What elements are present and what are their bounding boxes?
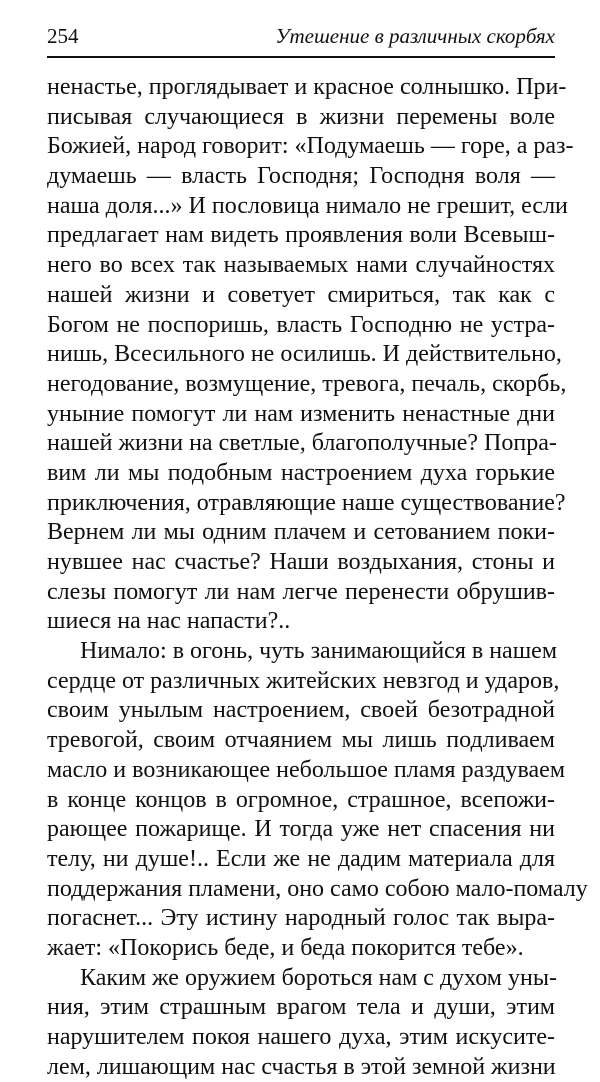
text-line: лем, лишающим нас счастья в этой земной жизни — [47, 1053, 556, 1080]
text-line: в конце концов в огромное, страшное, всепожи- — [47, 786, 555, 813]
text-line: шиеся на нас напасти?.. — [47, 608, 291, 635]
text-line: нарушителем покоя нашего духа, этим искусите- — [47, 1024, 555, 1050]
text-line: слезы помогут ли нам легче перенести обрушив- — [47, 578, 555, 605]
text-line: тревогой, своим отчаянием мы лишь подливаем — [47, 727, 555, 754]
text-line: масло и возникающее небольшое пламя раздуваем — [47, 756, 566, 783]
text-line: жает: «Покорись беде, и беда покорится тебе». — [47, 934, 524, 961]
text-line: телу, ни душе!.. Если же не дадим материала для — [47, 845, 555, 872]
text-line: негодование, возмущение, тревога, печаль, скорбь, — [47, 370, 567, 397]
text-line: поддержания пламени, оно само собою мало-помалу — [47, 875, 588, 902]
text-line: ния, этим страшным врагом тела и души, этим — [47, 994, 555, 1021]
text-line: уныние помогут ли нам изменить ненастные дни — [47, 400, 555, 427]
text-line: вим ли мы подобным настроением духа горькие — [47, 459, 555, 486]
text-line: нишь, Всесильного не осилишь. И действительно, — [47, 341, 562, 368]
text-line: погаснет... Эту истину народный голос так выра- — [47, 905, 555, 932]
text-line: предлагает нам видеть проявления воли Всевыш- — [47, 222, 555, 249]
text-line: ненастье, проглядывает и красное солнышко. При- — [47, 74, 567, 100]
text-line: своим унылым настроением, своей безотрадной — [47, 697, 555, 724]
text-line: Богом не поспоришь, власть Господню не устра- — [47, 311, 555, 338]
text-line: писывая случающиеся в жизни перемены воле — [47, 103, 555, 130]
text-line: сердце от различных житейских невзгод и ударов, — [47, 667, 560, 694]
text-line: думаешь — власть Господня; Господня воля — — [47, 163, 555, 190]
text-line: Каким же оружием бороться нам с духом уны- — [80, 964, 557, 991]
page-number: 254 — [47, 24, 79, 48]
running-header — [47, 18, 555, 58]
text-line: приключения, отравляющие наше существование? — [47, 489, 566, 516]
text-line: него во всех так называемых нами случайностях — [47, 252, 555, 279]
text-line: рающее пожарище. И тогда уже нет спасения ни — [47, 816, 555, 843]
text-line: нувшее нас счастье? Наши воздыхания, стоны и — [47, 549, 555, 575]
text-line: Вернем ли мы одним плачем и сетованием поки- — [47, 519, 555, 546]
text-line: нашей жизни на светлые, благополучные? Попра- — [47, 430, 557, 457]
running-title: Утешение в различных скорбях — [275, 24, 555, 48]
text-line: Божией, народ говорит: «Подумаешь — горе, а раз- — [47, 133, 574, 160]
text-line: нашей жизни и советует смириться, так как с — [47, 281, 555, 308]
body-text — [47, 73, 588, 1082]
text-line: Нимало: в огонь, чуть занимающийся в нашем — [80, 638, 558, 665]
text-line: наша доля...» И пословица нимало не грешит, если — [47, 192, 568, 219]
